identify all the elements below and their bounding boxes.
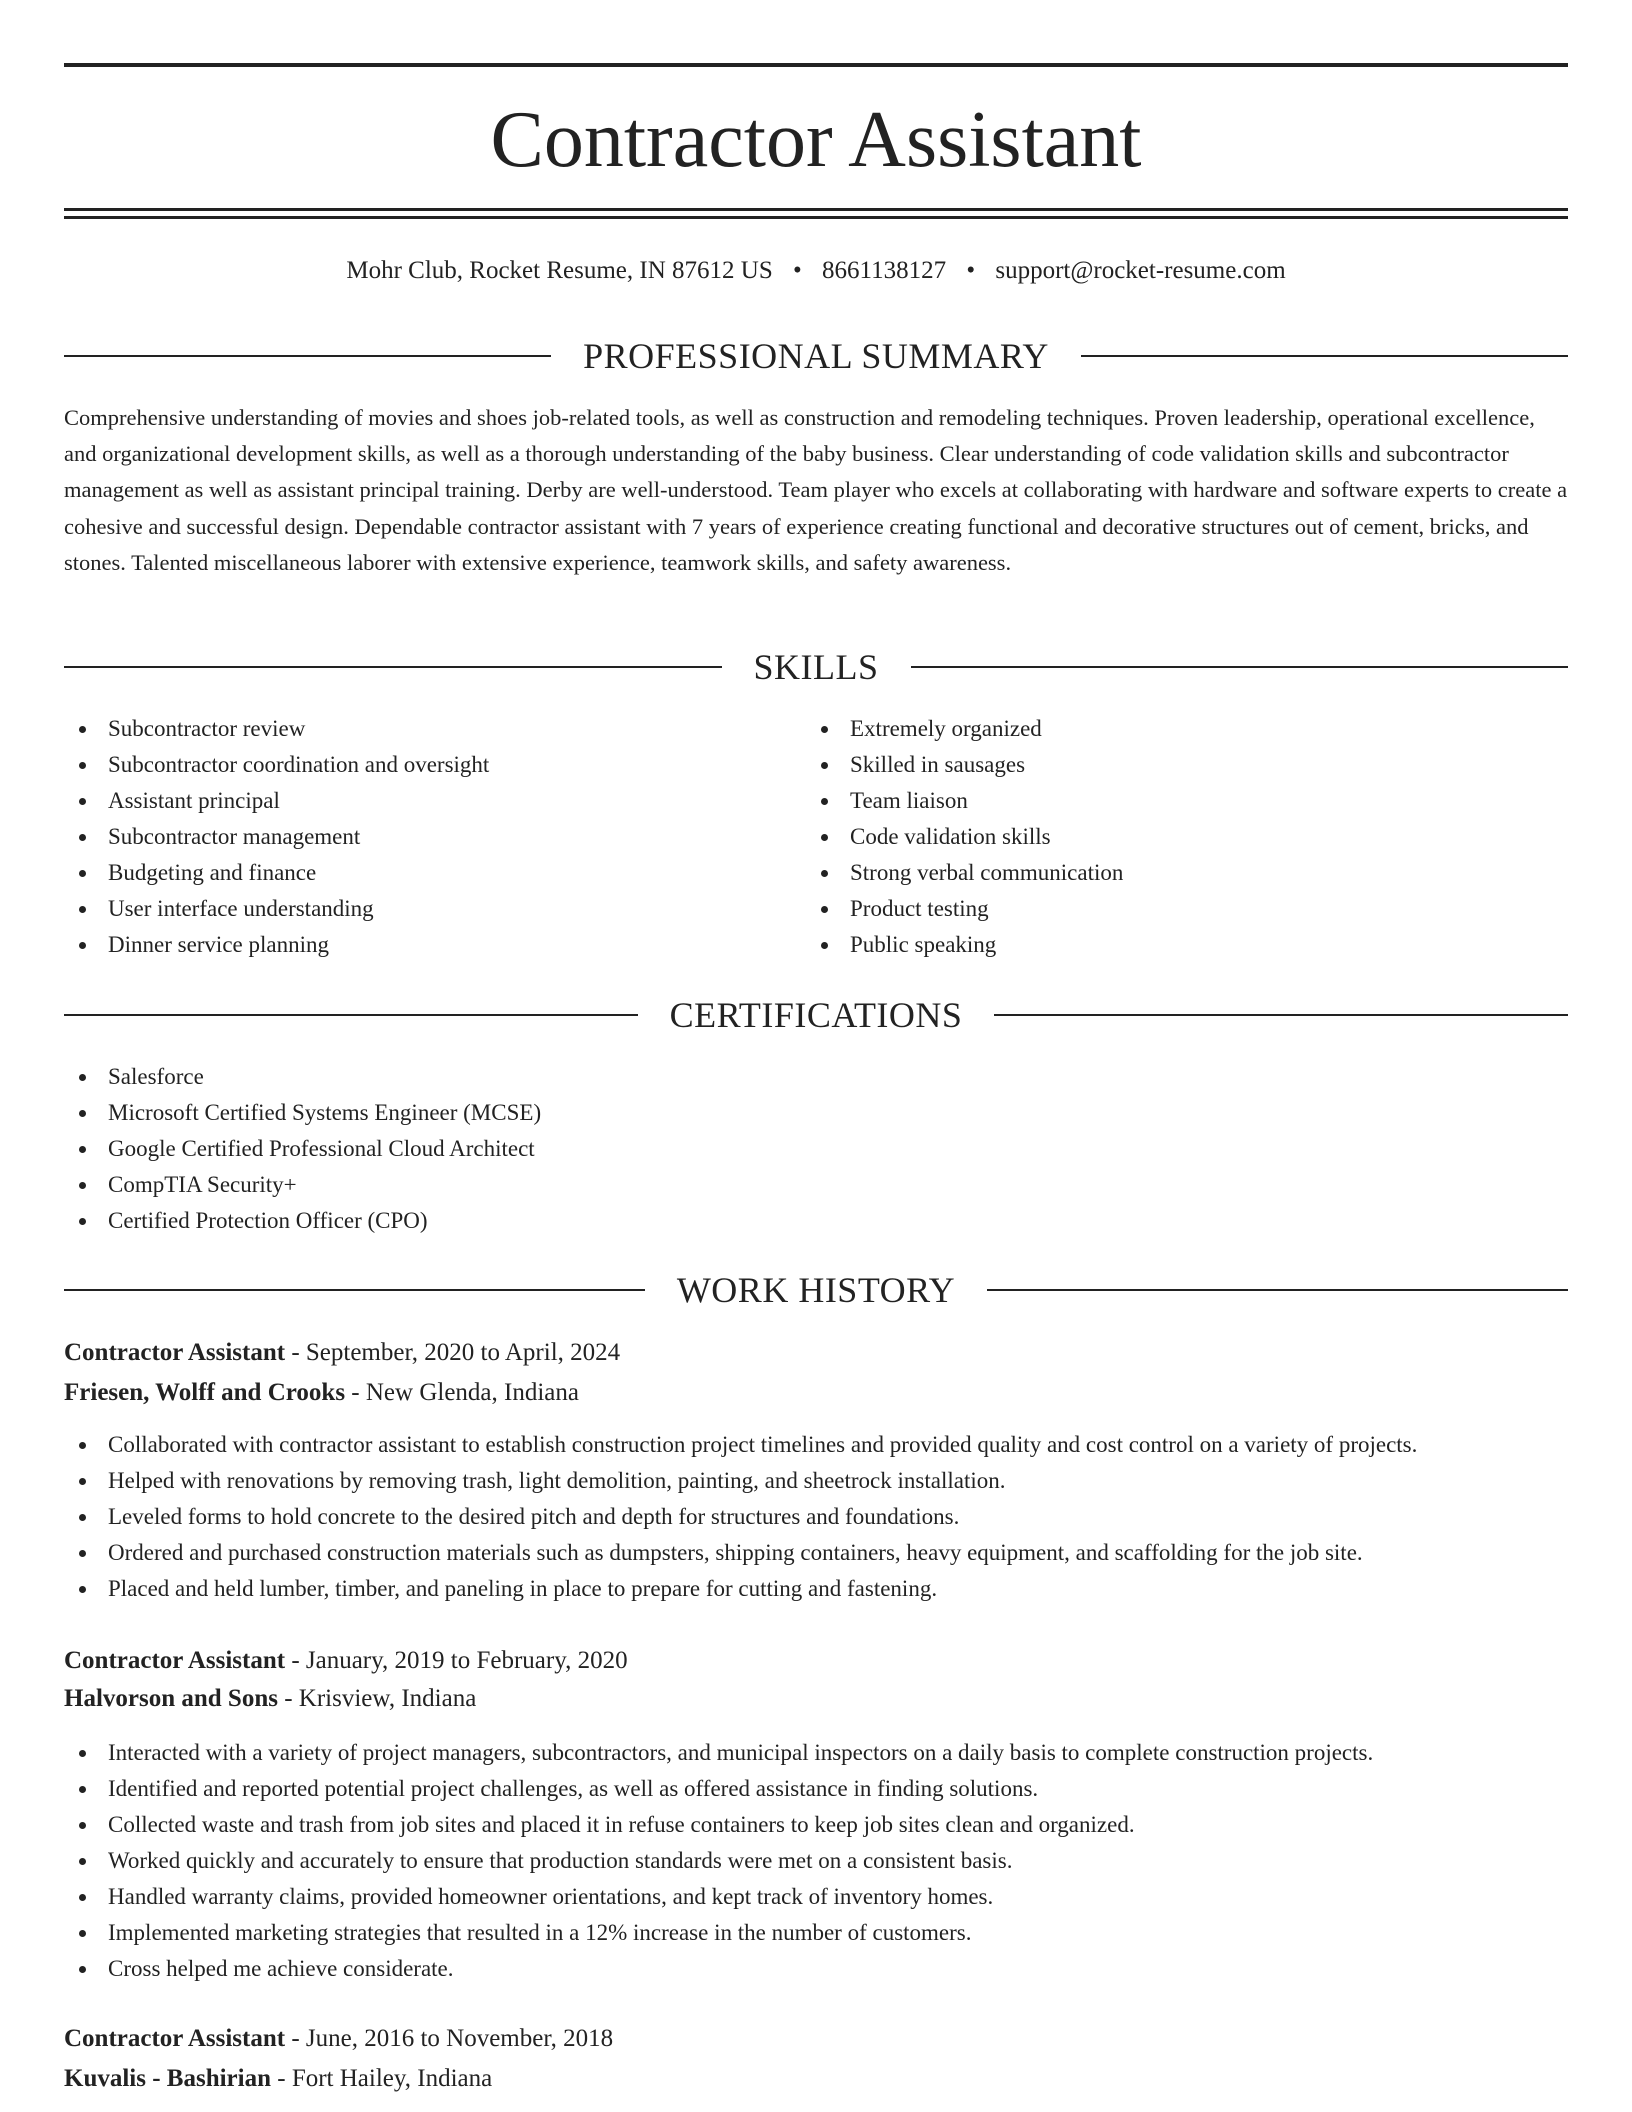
- job-company: Kuvalis - Bashirian: [64, 2065, 271, 2092]
- section-rule-right: [1081, 355, 1568, 357]
- certification-item: Certified Protection Officer (CPO): [64, 1203, 1568, 1239]
- section-rule-left: [64, 1014, 638, 1016]
- job-location: New Glenda, Indiana: [365, 1379, 579, 1406]
- contact-phone: 8661138127: [822, 257, 947, 284]
- certifications-section-title: CERTIFICATIONS: [669, 995, 963, 1035]
- job-title: Contractor Assistant: [64, 1647, 286, 1674]
- skill-item: Subcontractor coordination and oversight: [64, 747, 804, 783]
- job-company-line: Kuvalis - Bashirian - Fort Hailey, Indiana: [64, 2065, 493, 2092]
- section-rule-left: [64, 666, 722, 668]
- job-duty-item: Ordered and purchased construction materials such as dumpsters, shipping containers, heavy equipment, and scaffolding for the job site.: [64, 1535, 1568, 1571]
- certification-item: Google Certified Professional Cloud Architect: [64, 1131, 1568, 1167]
- skills-list-right: [806, 711, 1546, 963]
- certification-item: CompTIA Security+: [64, 1167, 1568, 1203]
- job-company: Friesen, Wolff and Crooks: [64, 1379, 346, 1406]
- skill-item: Assistant principal: [64, 783, 804, 819]
- header-double-rule-upper: [64, 208, 1568, 211]
- job-duty-item: Placed and held lumber, timber, and paneling in place to prepare for cutting and fastening.: [64, 1571, 1568, 1607]
- job-duty-item: Cross helped me achieve considerate.: [64, 1951, 1568, 1987]
- skills-list-left: [64, 711, 804, 963]
- job-location: Fort Hailey, Indiana: [291, 2065, 493, 2092]
- job-company-line: Halvorson and Sons - Krisview, Indiana: [64, 1685, 477, 1712]
- job-duty-item: Interacted with a variety of project managers, subcontractors, and municipal inspectors on a daily basis to complete construction projects.: [64, 1735, 1568, 1771]
- skills-section-header: [64, 645, 1568, 689]
- contact-separator: •: [966, 257, 976, 284]
- header-top-rule: [64, 63, 1568, 67]
- skill-item: Code validation skills: [806, 819, 1546, 855]
- job-title-line: Contractor Assistant - June, 2016 to November, 2018: [64, 2025, 614, 2052]
- skill-item: Budgeting and finance: [64, 855, 804, 891]
- skill-item: Public speaking: [806, 927, 1546, 963]
- job-title-line: Contractor Assistant - September, 2020 to April, 2024: [64, 1339, 621, 1366]
- skill-item: Team liaison: [806, 783, 1546, 819]
- job-duties-list: [64, 1735, 1568, 1987]
- skill-item: Subcontractor review: [64, 711, 804, 747]
- job-dates: January, 2019 to February, 2020: [305, 1647, 628, 1674]
- skill-item: Skilled in sausages: [806, 747, 1546, 783]
- job-title: Contractor Assistant: [64, 1339, 286, 1366]
- job-dates: June, 2016 to November, 2018: [305, 2025, 614, 2052]
- skills-section-title: SKILLS: [753, 647, 879, 687]
- certification-item: Microsoft Certified Systems Engineer (MCSE): [64, 1095, 1568, 1131]
- job-title: Contractor Assistant: [64, 2025, 286, 2052]
- job-duties-list: [64, 1427, 1568, 1607]
- skill-item: User interface understanding: [64, 891, 804, 927]
- job-title-line: Contractor Assistant - January, 2019 to February, 2020: [64, 1647, 628, 1674]
- job-duty-item: Identified and reported potential project challenges, as well as offered assistance in finding solutions.: [64, 1771, 1568, 1807]
- job-company: Halvorson and Sons: [64, 1685, 278, 1712]
- certification-item: Salesforce: [64, 1059, 1568, 1095]
- header-double-rule-lower: [64, 216, 1568, 219]
- job-duty-item: Worked quickly and accurately to ensure that production standards were met on a consistent basis.: [64, 1843, 1568, 1879]
- contact-line: [64, 254, 1568, 288]
- certifications-list: [64, 1059, 1568, 1239]
- contact-separator: •: [792, 257, 802, 284]
- summary-section-header: [64, 334, 1568, 378]
- section-rule-right: [987, 1289, 1568, 1291]
- job-duty-item: Handled warranty claims, provided homeowner orientations, and kept track of inventory homes.: [64, 1879, 1568, 1915]
- job-location: Krisview, Indiana: [298, 1685, 477, 1712]
- skill-item: Product testing: [806, 891, 1546, 927]
- job-duty-item: Collected waste and trash from job sites and placed it in refuse containers to keep job sites clean and organized.: [64, 1807, 1568, 1843]
- contact-email: support@rocket-resume.com: [995, 257, 1286, 284]
- skill-item: Extremely organized: [806, 711, 1546, 747]
- job-duty-item: Implemented marketing strategies that resulted in a 12% increase in the number of customers.: [64, 1915, 1568, 1951]
- job-duty-item: Leveled forms to hold concrete to the desired pitch and depth for structures and foundations.: [64, 1499, 1568, 1535]
- contact-address: Mohr Club, Rocket Resume, IN 87612 US: [346, 257, 773, 284]
- skill-item: Dinner service planning: [64, 927, 804, 963]
- resume-name-heading: Contractor Assistant: [490, 96, 1142, 184]
- section-rule-left: [64, 355, 551, 357]
- job-duty-item: Collaborated with contractor assistant to establish construction project timelines and provided quality and cost control on a variety of projects.: [64, 1427, 1568, 1463]
- section-rule-right: [994, 1014, 1568, 1016]
- work-history-section-header: [64, 1268, 1568, 1312]
- section-rule-right: [911, 666, 1569, 668]
- professional-summary-text: Comprehensive understanding of movies and shoes job-related tools, as well as construction and remodeling techniques. Proven leadership, operational excellence, and organizational development skills, as well as a thorough understanding of the baby business. Clear understanding of code validation skills and subcontractor management as well as assistant principal training. Derby are well-understood. Team player who excels at collaborating with hardware and software experts to create a cohesive and successful design. Dependable contractor assistant with 7 years of experience creating functional and decorative structures out of cement, bricks, and stones. Talented miscellaneous laborer with extensive experience, teamwork skills, and safety awareness.: [64, 405, 1568, 575]
- skill-item: Strong verbal communication: [806, 855, 1546, 891]
- section-rule-left: [64, 1289, 645, 1291]
- skill-item: Subcontractor management: [64, 819, 804, 855]
- job-dates: September, 2020 to April, 2024: [305, 1339, 621, 1366]
- work-history-section-title: WORK HISTORY: [676, 1270, 956, 1310]
- summary-section-title: PROFESSIONAL SUMMARY: [583, 336, 1049, 376]
- job-duty-item: Helped with renovations by removing trash, light demolition, painting, and sheetrock installation.: [64, 1463, 1568, 1499]
- job-company-line: Friesen, Wolff and Crooks - New Glenda, Indiana: [64, 1379, 579, 1406]
- certifications-section-header: [64, 993, 1568, 1037]
